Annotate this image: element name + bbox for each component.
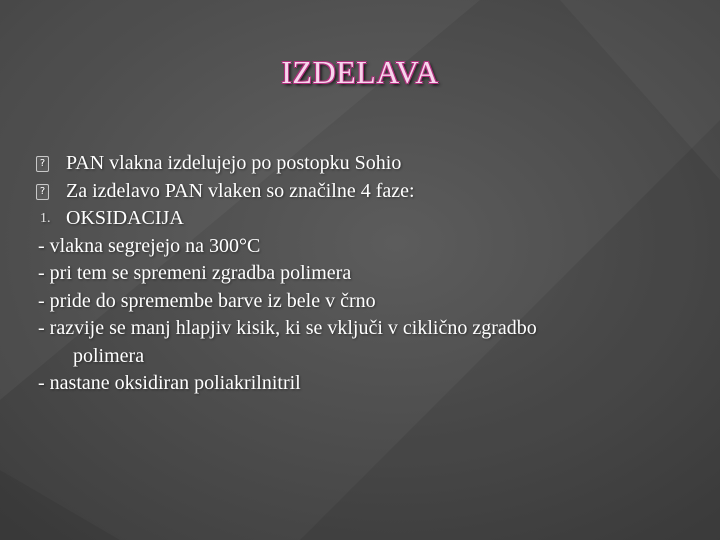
list-item-text: OKSIDACIJA <box>66 207 184 229</box>
list-number: 1. <box>40 211 51 226</box>
list-item <box>40 178 700 206</box>
list-item <box>40 150 700 178</box>
list-item-text: PAN vlakna izdelujejo po postopku Sohio <box>66 152 402 174</box>
text-line <box>38 288 700 316</box>
text-line-content: - razvije se manj hlapjiv kisik, ki se vključi v ciklično zgradbo <box>38 317 537 339</box>
text-line-content: - vlakna segrejejo na 300°C <box>38 234 261 257</box>
text-line-content: polimera <box>73 344 145 367</box>
slide-body <box>40 150 700 398</box>
square-bullet-icon: ? <box>36 184 49 200</box>
list-item-text: Za izdelavo PAN vlaken so značilne 4 faze: <box>66 179 415 202</box>
slide-title: IZDELAVA <box>281 54 439 90</box>
numbered-item <box>40 205 700 233</box>
text-line-content: - nastane oksidiran poliakrilnitril <box>38 372 301 394</box>
text-line <box>38 370 700 398</box>
text-line <box>38 233 700 261</box>
text-line <box>38 260 700 288</box>
text-line-continuation <box>40 343 700 371</box>
text-line-content: - pride do spremembe barve iz bele v črno <box>38 289 376 312</box>
square-bullet-icon: ? <box>36 156 49 172</box>
text-line-content: - pri tem se spremeni zgradba polimera <box>38 262 352 284</box>
text-line <box>38 315 700 343</box>
